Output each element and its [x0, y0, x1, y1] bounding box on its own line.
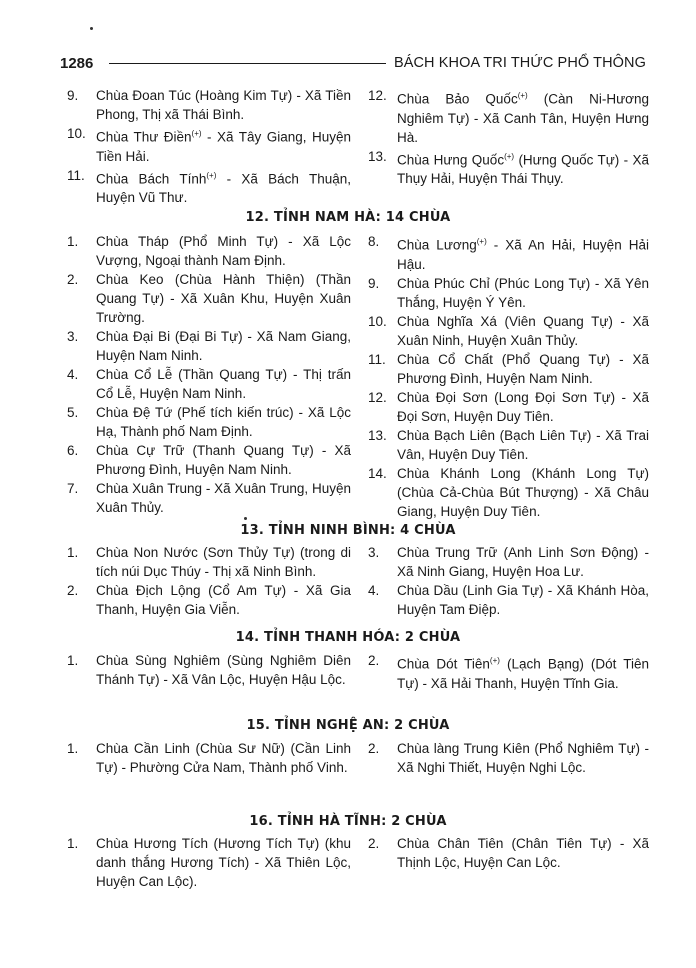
list-item: 2. Chùa Keo (Chùa Hành Thiện) (Thần Quang Tự) - Xã Xuân Khu, Huyện Xuân Trường. [67, 272, 351, 325]
section-15-left-column [63, 739, 351, 777]
list-item: 9. Chùa Đoan Túc (Hoàng Kim Tự) - Xã Tiền Phong, Thị xã Thái Bình. [67, 88, 351, 122]
section-14-left-column [63, 651, 351, 689]
list-item: 11. Chùa Bách Tính(+) - Xã Bách Thuận, Huyện Vũ Thư. [67, 167, 351, 205]
section-15-right-column [364, 739, 649, 777]
list-item: 5. Chùa Đệ Tứ (Phế tích kiến trúc) - Xã Lộc Hạ, Thành phố Nam Định. [67, 405, 351, 439]
list-item: 11. Chùa Cổ Chất (Phổ Quang Tự) - Xã Phương Đình, Huyện Nam Ninh. [368, 351, 649, 386]
list-item: 3. Chùa Trung Trữ (Anh Linh Sơn Động) - Xã Ninh Giang, Huyện Hoa Lư. [368, 545, 649, 579]
section-13-right-column [364, 543, 649, 619]
list-item: 12. Chùa Đọi Sơn (Long Đọi Sơn Tự) - Xã Đọi Sơn, Huyện Duy Tiên. [368, 389, 649, 424]
list-item: 13. Chùa Bạch Liên (Bạch Liên Tự) - Xã Trai Vân, Huyện Duy Tiên. [368, 427, 649, 462]
section-16-left-column [63, 834, 351, 891]
header-title: BÁCH KHOA TRI THỨC PHỔ THÔNG [393, 55, 646, 71]
list-item: 13. Chùa Hưng Quốc(+) (Hưng Quốc Tự) - Xã Thụy Hải, Huyện Thái Thụy. [368, 148, 649, 186]
section-14-right-column [364, 651, 649, 693]
list-item: 1. Chùa Sùng Nghiêm (Sùng Nghiêm Diên Thánh Tự) - Xã Vân Lộc, Huyện Hậu Lộc. [67, 653, 351, 687]
list-item: 2. Chùa Địch Lộng (Cổ Am Tự) - Xã Gia Thanh, Huyện Gia Viễn. [67, 583, 351, 617]
list-item: 1. Chùa Hương Tích (Hương Tích Tự) (khu danh thắng Hương Tích) - Xã Thiên Lộc, Huyện Can Lộc). [67, 836, 351, 889]
section-title: 15. TỈNH NGHỆ AN: 2 CHÙA [246, 718, 450, 733]
page-header [60, 52, 646, 74]
header-rule [109, 63, 386, 64]
speck [244, 517, 247, 520]
footnote-marker: (+) [206, 170, 217, 180]
list-item: 1. Chùa Cần Linh (Chùa Sư Nữ) (Cần Linh Tự) - Phường Cửa Nam, Thành phố Vinh. [67, 741, 351, 775]
list-item: 2. Chùa Dót Tiên(+) (Lạch Bạng) (Dót Tiên Tự) - Xã Hải Thanh, Huyện Tĩnh Gia. [368, 653, 649, 691]
list-item: 12. Chùa Bảo Quốc(+) (Càn Ni-Hương Nghiêm Tự) - Xã Canh Tân, Huyện Hưng Hà. [368, 88, 649, 145]
section-title: 12. TỈNH NAM HÀ: 14 CHÙA [245, 210, 451, 225]
list-item: 1. Chùa Tháp (Phổ Minh Tự) - Xã Lộc Vượng, Ngoại thành Nam Định. [67, 234, 351, 268]
page-number: 1286 [60, 54, 94, 72]
list-item: 2. Chùa làng Trung Kiên (Phổ Nghiêm Tự) - Xã Nghi Thiết, Huyện Nghi Lộc. [368, 741, 649, 775]
footnote-marker: (+) [517, 91, 528, 100]
speck [90, 27, 93, 30]
section-title: 13. TỈNH NINH BÌNH: 4 CHÙA [240, 523, 456, 538]
top-right-column [364, 86, 649, 188]
footnote-marker: (+) [476, 237, 487, 246]
footnote-marker: (+) [489, 656, 500, 665]
section-16-right-column [364, 834, 649, 872]
section-12-left-column [63, 232, 351, 517]
section-title: 14. TỈNH THANH HÓA: 2 CHÙA [235, 630, 461, 645]
list-item: 4. Chùa Cổ Lễ (Thần Quang Tự) - Thị trấn Cổ Lễ, Huyện Nam Ninh. [67, 367, 351, 401]
footnote-marker: (+) [504, 151, 515, 161]
section-13-left-column [63, 543, 351, 619]
list-item: 6. Chùa Cự Trữ (Thanh Quang Tự) - Xã Phương Đình, Huyện Nam Ninh. [67, 443, 351, 477]
list-item: 4. Chùa Dầu (Linh Gia Tự) - Xã Khánh Hòa, Huyện Tam Điệp. [368, 583, 649, 617]
list-item: 9. Chùa Phúc Chỉ (Phúc Long Tự) - Xã Yên Thắng, Huyện Ý Yên. [368, 275, 649, 310]
list-item: 2. Chùa Chân Tiên (Chân Tiên Tự) - Xã Thịnh Lộc, Huyện Can Lộc. [368, 836, 649, 870]
top-left-column [63, 86, 351, 207]
list-item: 1. Chùa Non Nước (Sơn Thủy Tự) (trong di tích núi Dục Thúy - Thị xã Ninh Bình. [67, 545, 351, 579]
list-item: 14. Chùa Khánh Long (Khánh Long Tự) (Chùa Cả-Chùa Bút Thượng) - Xã Châu Giang, Huyện Duy Tiên. [368, 465, 649, 519]
list-item: 8. Chùa Lương(+) - Xã An Hải, Huyện Hải Hậu. [368, 234, 649, 272]
footnote-marker: (+) [191, 129, 202, 138]
section-12-right-column [364, 232, 649, 521]
section-title: 16. TỈNH HÀ TĨNH: 2 CHÙA [249, 814, 447, 829]
list-item: 10. Chùa Nghĩa Xá (Viên Quang Tự) - Xã Xuân Ninh, Huyện Xuân Thủy. [368, 313, 649, 348]
list-item: 7. Chùa Xuân Trung - Xã Xuân Trung, Huyện Xuân Thủy. [67, 481, 351, 515]
list-item: 10. Chùa Thư Điền(+) - Xã Tây Giang, Huyện Tiền Hải. [67, 126, 351, 164]
list-item: 3. Chùa Đại Bi (Đại Bi Tự) - Xã Nam Giang, Huyện Nam Ninh. [67, 329, 351, 363]
